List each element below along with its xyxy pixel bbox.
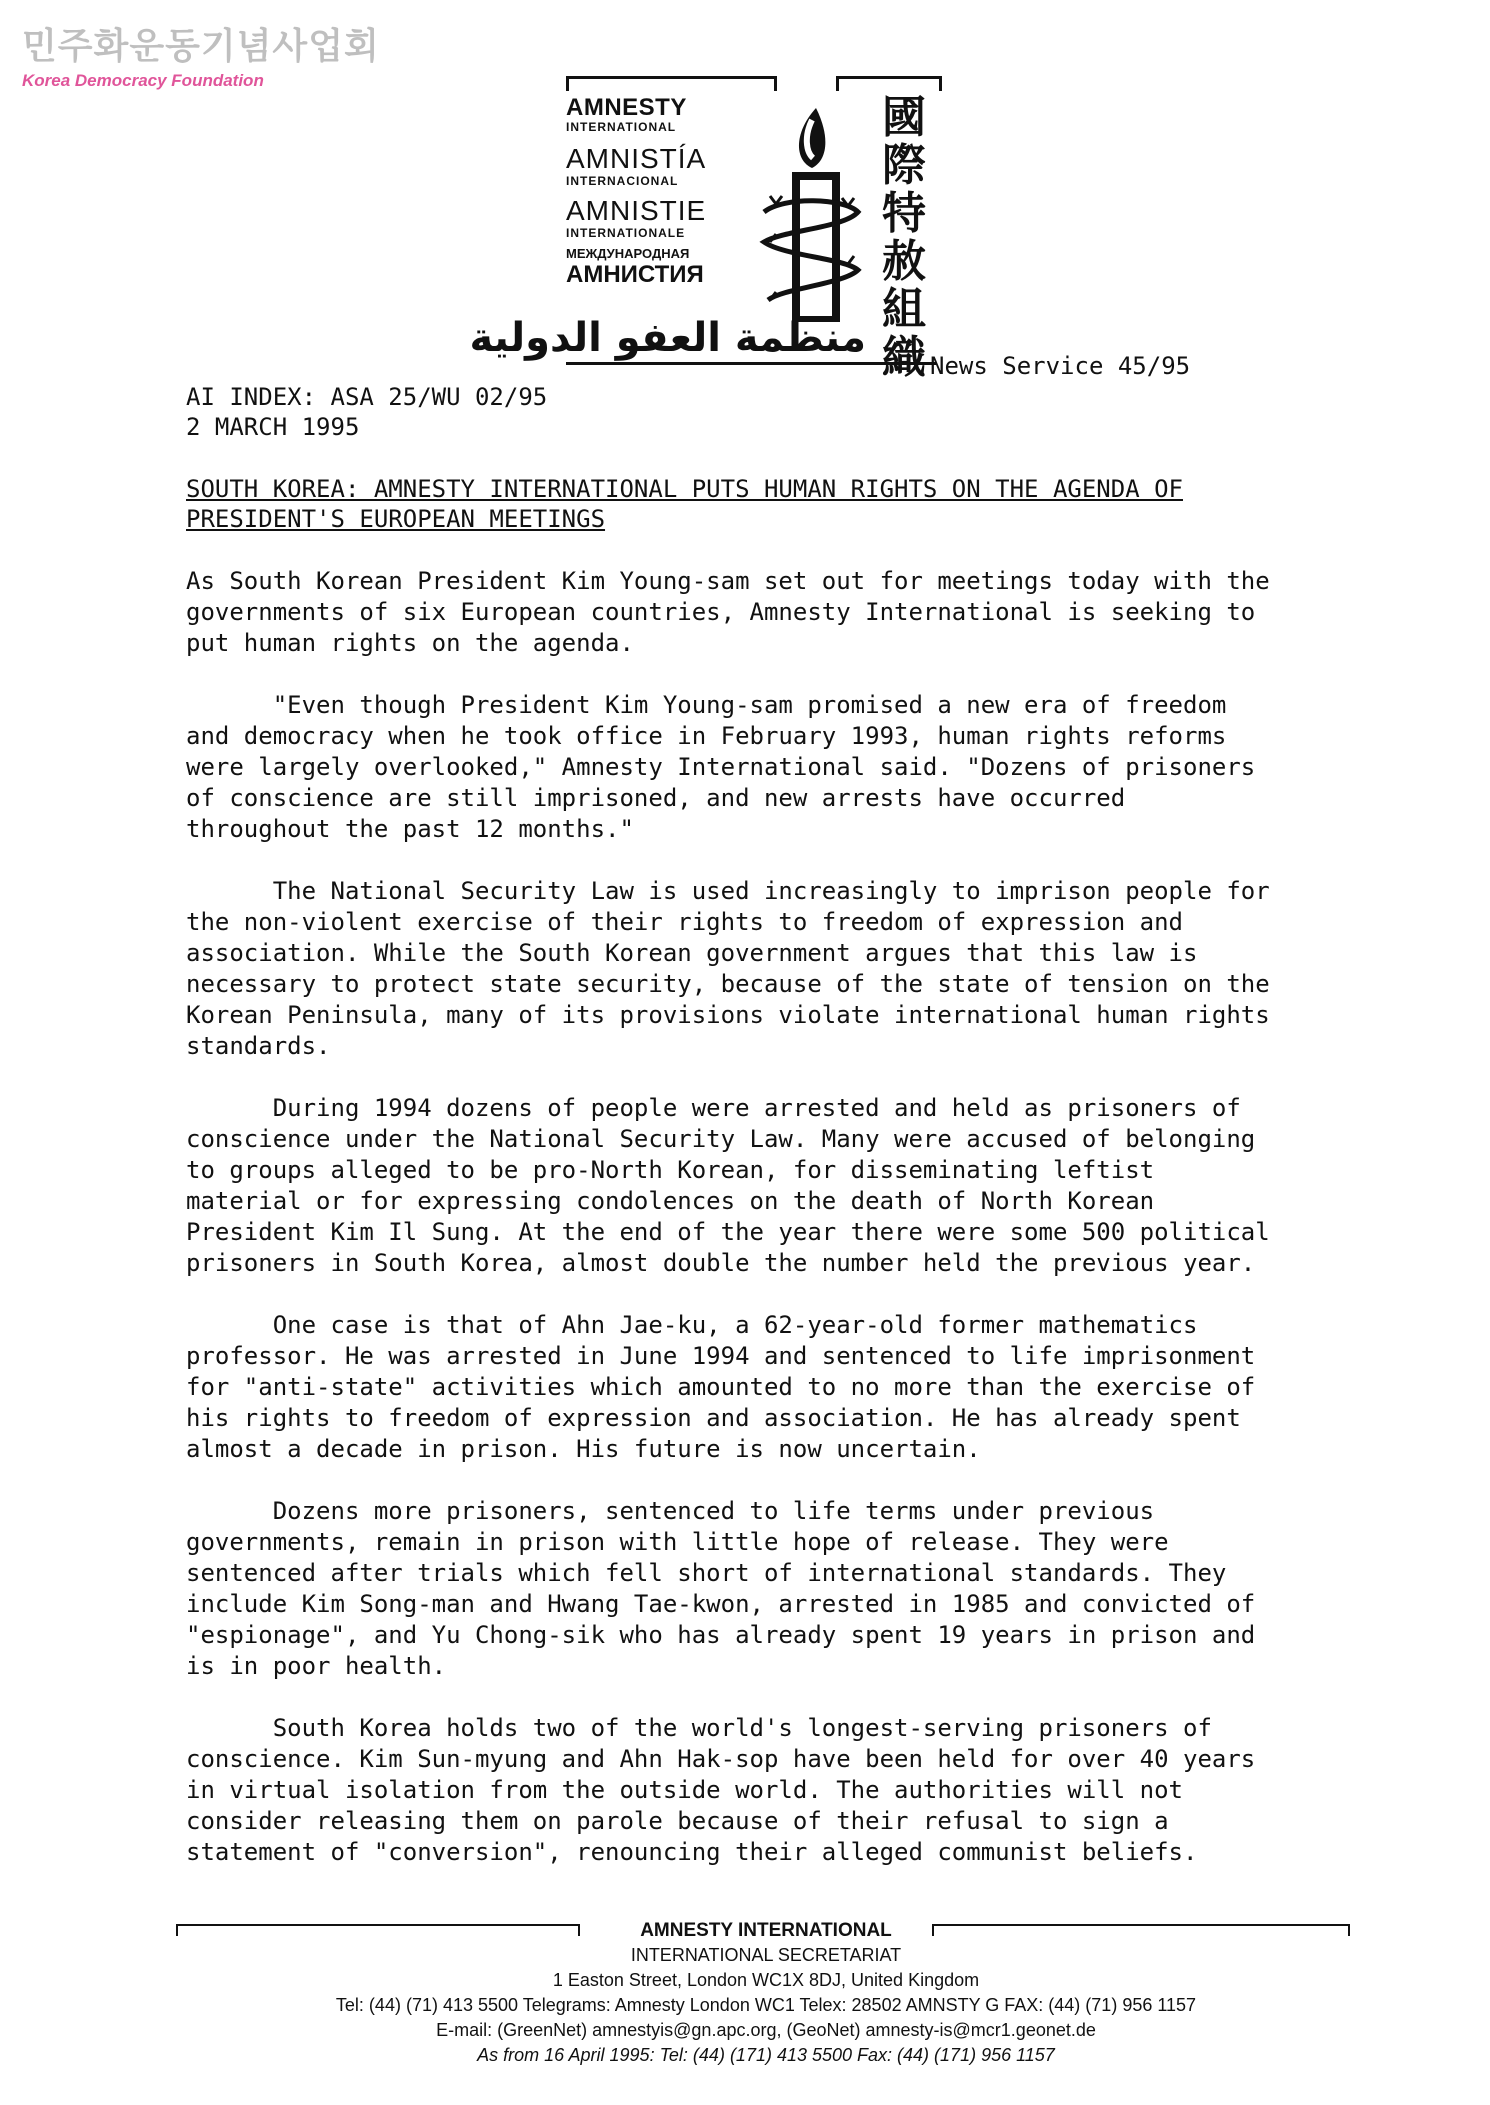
amnesty-logo xyxy=(469,72,936,383)
paragraph: Dozens more prisoners, sentenced to life terms under previous governments, remain in prison with little hope of release. They were sentenced after trials which fell short of international standards. They include Kim Song-man and Hwang Tae-kwon, arrested in 1985 and convicted of "espionage", and Yu Chong-sik who has already spent 19 years in prison and is in poor health. xyxy=(186,1497,1256,1680)
logo-name: INTERNACIONAL xyxy=(566,174,679,188)
footer-org: AMNESTY INTERNATIONAL xyxy=(640,1920,892,1941)
logo-name: МЕЖДУНАРОДНАЯ xyxy=(566,246,690,261)
paragraph: One case is that of Ahn Jae-ku, a 62-year-old former mathematics professor. He was arrested in June 1994 and sentenced to life imprisonment for "anti-state" activities which amounted to no more than the exercise of his rights to freedom of expression and association. He has already spent almost a decade in prison. His future is now uncertain. xyxy=(186,1311,1256,1463)
paragraph: "Even though President Kim Young-sam promised a new era of freedom and democracy when he took office in February 1993, human rights reforms were largely overlooked," Amnesty International said. "Dozens of prisoners of conscience are still imprisoned, and new arrests have occurred throughout the past 12 months." xyxy=(186,691,1256,843)
footer-contacts: Tel: (44) (71) 413 5500 Telegrams: Amnesty London WC1 Telex: 28502 AMNSTY G FAX: (44) (71) 956 1157 xyxy=(335,1995,1197,2015)
logo-names xyxy=(566,96,766,288)
watermark-english: Korea Democracy Foundation xyxy=(22,71,264,90)
news-service-number: News Service 45/95 xyxy=(930,352,1191,380)
logo-arabic: منظمة العفو الدولية xyxy=(469,315,866,361)
paragraph: South Korea holds two of the world's longest-serving prisoners of conscience. Kim Sun-myung and Ahn Hak-sop have been held for over 40 years in virtual isolation from the outside world. The authorities will not consider releasing them on parole because of their refusal to sign a statement of "conversion", renouncing their alleged communist beliefs. xyxy=(186,1714,1256,1866)
logo-chinese-char: 際 xyxy=(882,140,926,191)
footer-new-numbers: As from 16 April 1995: Tel: (44) (171) 413 5500 Fax: (44) (171) 956 1157 xyxy=(477,2045,1055,2065)
headline-line: PRESIDENT'S EUROPEAN MEETINGS xyxy=(186,505,606,533)
logo-bracket-right xyxy=(836,76,942,91)
watermark xyxy=(22,18,380,91)
letterhead-footer xyxy=(176,1918,1356,2068)
logo-bracket-left xyxy=(566,76,777,91)
paragraph: The National Security Law is used increasingly to imprison people for the non-violent exercise of their rights to freedom of expression and association. While the South Korean government argues that this law is necessary to protect state security, because of the state of tension on the Korean Peninsula, many of its provisions violate international human rights standards. xyxy=(186,877,1270,1060)
headline xyxy=(186,474,1336,534)
logo-chinese-char: 組 xyxy=(882,284,926,335)
footer-email: E-mail: (GreenNet) amnestyis@gn.apc.org, (GeoNet) amnesty-is@mcr1.geonet.de xyxy=(436,2020,1096,2040)
logo-name: AMNISTIE xyxy=(566,195,707,226)
logo-name: АМНИСТИЯ xyxy=(566,261,704,288)
footer-secretariat: INTERNATIONAL SECRETARIAT xyxy=(630,1945,902,1965)
logo-chinese-char: 織 xyxy=(882,332,926,383)
paragraph: During 1994 dozens of people were arrested and held as prisoners of conscience under the National Security Law. Many were accused of belonging to groups alleged to be pro-North Korean, for disseminating leftist material or for expressing condolences on the death of North Korean President Kim Il Sung. At the end of the year there were some 500 political prisoners in South Korea, almost double the number held the previous year. xyxy=(186,1094,1270,1277)
logo-chinese-char: 特 xyxy=(882,188,926,239)
logo-bottom-line xyxy=(566,362,936,365)
candle-barbed-wire-icon xyxy=(754,102,864,322)
release-date: 2 MARCH 1995 xyxy=(186,413,360,441)
paragraph: As South Korean President Kim Young-sam set out for meetings today with the governments of six European countries, Amnesty International is seeking to put human rights on the agenda. xyxy=(186,567,1270,657)
ai-index: AI INDEX: ASA 25/WU 02/95 xyxy=(186,383,548,411)
logo-name: AMNESTY xyxy=(566,94,687,121)
document-index xyxy=(186,382,547,442)
logo-name: INTERNATIONAL xyxy=(566,120,677,134)
logo-chinese-char: 國 xyxy=(882,92,926,143)
logo-name: INTERNATIONALE xyxy=(566,226,686,240)
watermark-korean: 민주화운동기념사업회 xyxy=(22,26,380,67)
headline-line: SOUTH KOREA: AMNESTY INTERNATIONAL PUTS HUMAN RIGHTS ON THE AGENDA OF xyxy=(186,475,1183,503)
footer-address: 1 Easton Street, London WC1X 8DJ, United Kingdom xyxy=(552,1970,980,1990)
logo-chinese-char: 赦 xyxy=(882,236,926,287)
logo-name: AMNISTÍA xyxy=(566,143,707,174)
logo-chinese xyxy=(878,94,930,382)
body-text xyxy=(186,566,1366,1899)
